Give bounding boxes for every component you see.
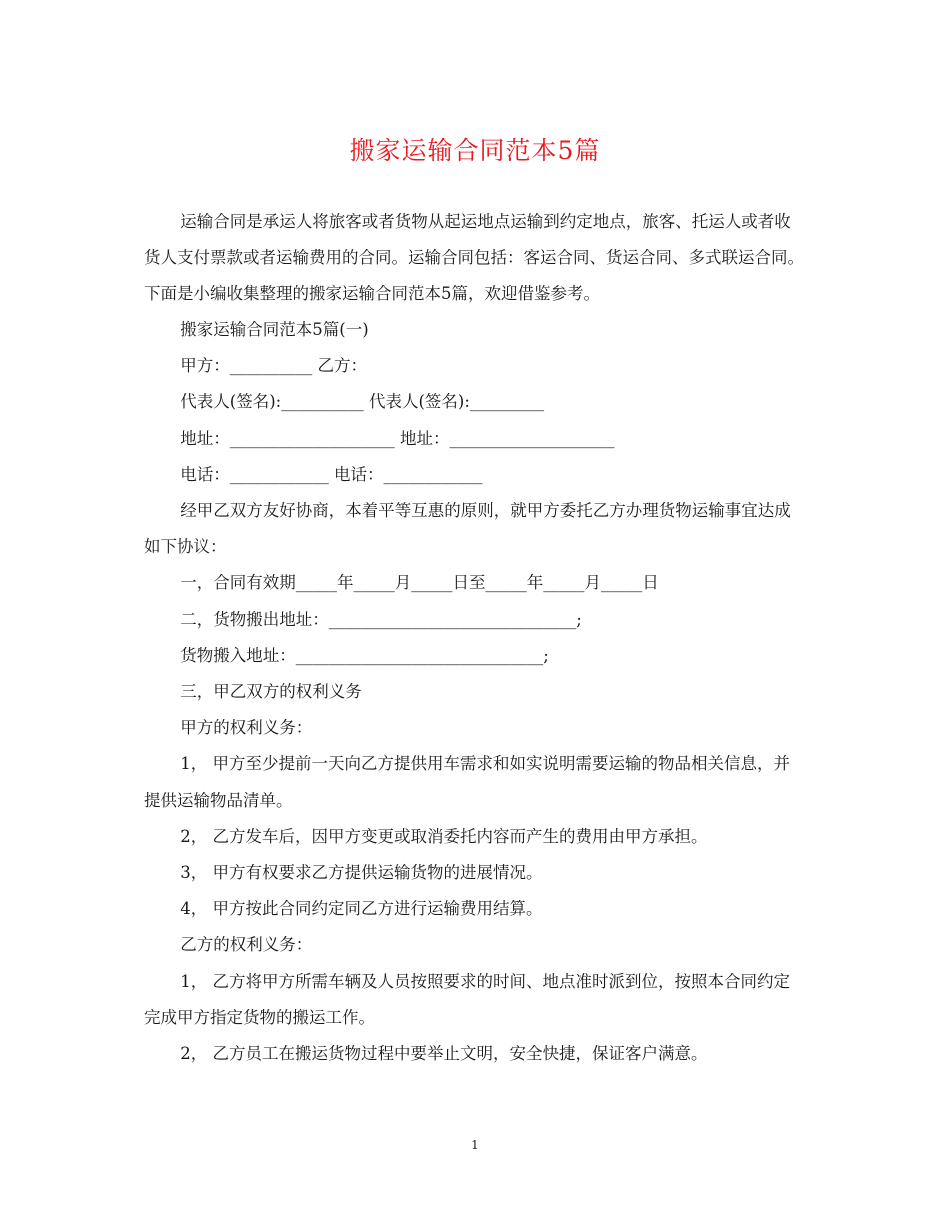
page-number: 1 [471,1138,479,1152]
document-title: 搬家运输合同范本5篇 [349,136,601,165]
party-b-item-2: 2， 乙方员工在搬运货物过程中要举止文明，安全快捷，保证客户满意。 [180,1044,708,1064]
document-body [144,204,804,1072]
representative-line: 代表人(签名):__________ 代表人(签名):_________ [180,392,545,412]
clause-one: 一，合同有效期_____年_____月_____日至_____年_____月_____日 [180,573,659,593]
party-a-rights-heading: 甲方的权利义务： [180,718,313,738]
intro-paragraph: 运输合同是承运人将旅客或者货物从起运地点运输到约定地点，旅客、托运人或者收货人支付票款或者运输费用的合同。运输合同包括：客运合同、货运合同、多式联运合同。下面是小编收集整理的搬家运输合同范本5篇，欢迎借鉴参考。 [144,212,804,303]
clause-two: 二，货物搬出地址：______________________________; [180,609,582,629]
move-in-address: 货物搬入地址：______________________________; [180,645,549,665]
phone-line: 电话：____________ 电话：____________ [180,464,483,484]
party-a-item-4: 4， 甲方按此合同约定同乙方进行运输费用结算。 [180,899,543,919]
agreement-intro: 经甲乙双方友好协商，本着平等互惠的原则，就甲方委托乙方办理货物运输事宜达成如下协议： [144,501,791,557]
party-a-item-3: 3， 甲方有权要求乙方提供运输货物的进展情况。 [180,863,543,883]
address-line: 地址：____________________ 地址：____________________ [180,428,615,448]
party-b-item-1: 1， 乙方将甲方所需车辆及人员按照要求的时间、地点准时派到位，按照本合同约定完成甲方指定货物的搬运工作。 [144,971,791,1027]
section-heading: 搬家运输合同范本5篇(一) [180,320,369,339]
party-b-rights-heading: 乙方的权利义务： [180,935,313,955]
party-a-item-1: 1， 甲方至少提前一天向乙方提供用车需求和如实说明需要运输的物品相关信息，并提供运输物品清单。 [144,754,791,810]
clause-three: 三，甲乙双方的权利义务 [180,682,362,702]
party-a-item-2: 2， 乙方发车后，因甲方变更或取消委托内容而产生的费用由甲方承担。 [180,826,708,846]
party-line: 甲方：__________ 乙方： [180,356,368,376]
